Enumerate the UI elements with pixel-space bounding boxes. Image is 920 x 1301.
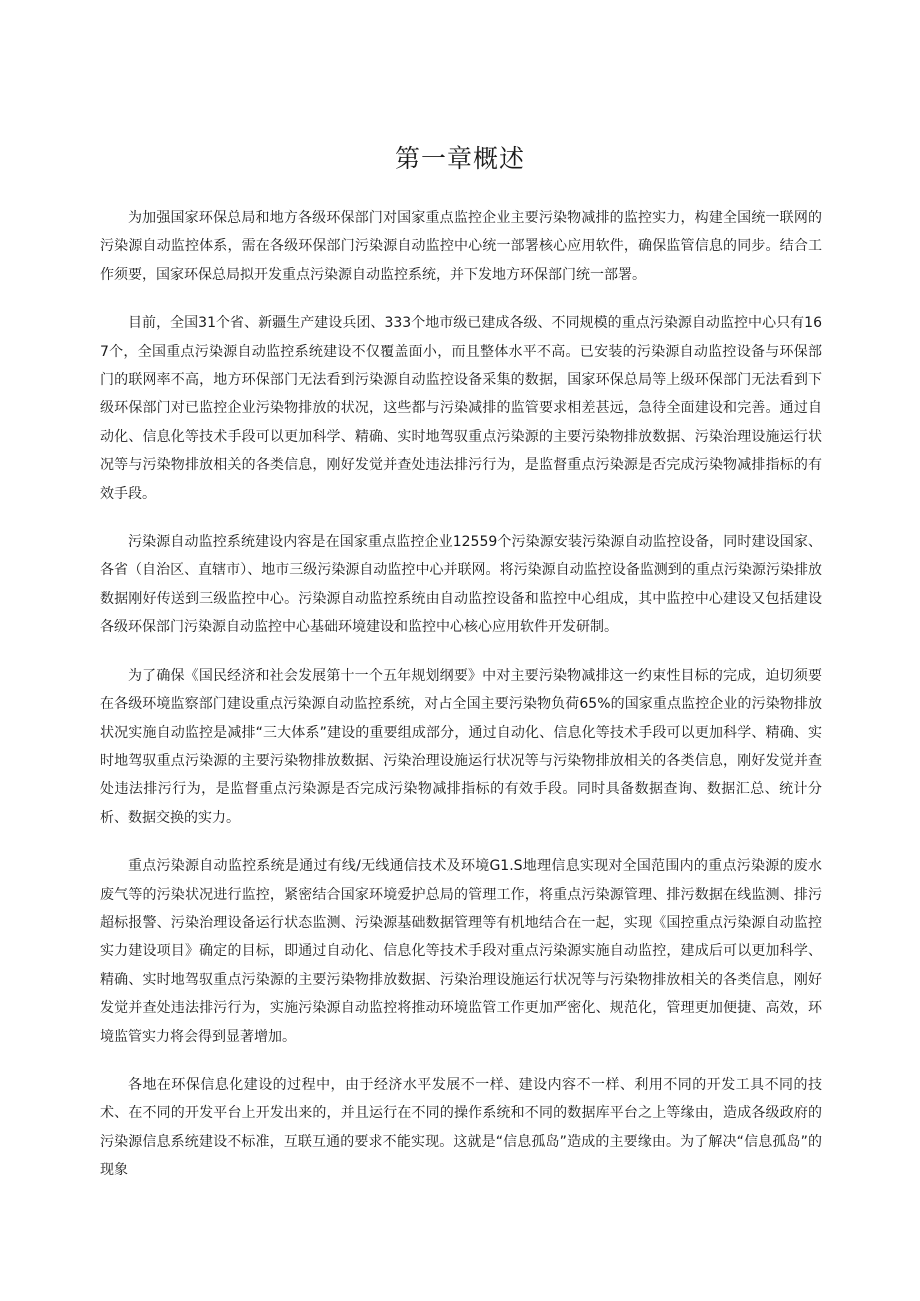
paragraph-3: 污染源自动监控系统建设内容是在国家重点监控企业12559个污染源安装污染源自动监控设备，同时建设国家、各省（自治区、直辖市）、地市三级污染源自动监控中心并联网。将污染源自动监控设备监测到的重点污染源污染排放数据刚好传送到三级监控中心。污染源自动监控系统由自动监控设备和监控中心组成，其中监控中心建设又包括建设各级环保部门污染源自动监控中心基础环境建设和监控中心核心应用软件开发研制。	[100, 534, 822, 636]
paragraph-4: 为了确保《国民经济和社会发展第十一个五年规划纲要》中对主要污染物减排这一约束性目标的完成，迫切须要在各级环境监察部门建设重点污染源自动监控系统，对占全国主要污染物负荷65%的国家重点监控企业的污染物排放状况实施自动监控是减排“三大体系”建设的重要组成部分，通过自动化、信息化等技术手段可以更加科学、精确、实时地驾驭重点污染源的主要污染物排放数据、污染治理设施运行状况等与污染物排放相关的各类信息，刚好发觉并查处违法排污行为，是监督重点污染源是否完成污染物减排指标的有效手段。同时具备数据查询、数据汇总、统计分析、数据交换的实力。	[100, 667, 822, 826]
chapter-title: 第一章概述	[394, 144, 525, 173]
paragraph-2: 目前，全国31个省、新疆生产建设兵团、333个地市级已建成各级、不同规模的重点污染源自动监控中心只有167个，全国重点污染源自动监控系统建设不仅覆盖面小，而且整体水平不高。已安装的污染源自动监控设备与环保部门的联网率不高，地方环保部门无法看到污染源自动监控设备采集的数据，国家环保总局等上级环保部门无法看到下级环保部门对已监控企业污染物排放的状况，这些都与污染减排的监管要求相差甚远，急待全面建设和完善。通过自动化、信息化等技术手段可以更加科学、精确、实时地驾驭重点污染源的主要污染物排放数据、污染治理设施运行状况等与污染物排放相关的各类信息，刚好发觉并查处违法排污行为，是监督重点污染源是否完成污染物减排指标的有效手段。	[100, 315, 822, 502]
paragraph-1: 为加强国家环保总局和地方各级环保部门对国家重点监控企业主要污染物减排的监控实力，构建全国统一联网的污染源自动监控体系，需在各级环保部门污染源自动监控中心统一部署核心应用软件，确保监管信息的同步。结合工作须要，国家环保总局拟开发重点污染源自动监控系统，并下发地方环保部门统一部署。	[100, 210, 822, 283]
document-body	[100, 204, 822, 1205]
paragraph-6: 各地在环保信息化建设的过程中，由于经济水平发展不一样、建设内容不一样、利用不同的开发工具不同的技术、在不同的开发平台上开发出来的，并且运行在不同的操作系统和不同的数据库平台之上等缘由，造成各级政府的污染源信息系统建设不标准，互联互通的要求不能实现。这就是“信息孤岛”造成的主要缘由。为了解决“信息孤岛”的现象	[100, 1076, 822, 1179]
paragraph-5: 重点污染源自动监控系统是通过有线/无线通信技术及环境G1.S地理信息实现对全国范围内的重点污染源的废水废气等的污染状况进行监控，紧密结合国家环境爱护总局的管理工作，将重点污染源管理、排污数据在线监测、排污超标报警、污染治理设备运行状态监测、污染源基础数据管理等有机地结合在一起，实现《国控重点污染源自动监控实力建设项目》确定的目标，即通过自动化、信息化等技术手段对重点污染源实施自动监控，建成后可以更加科学、精确、实时地驾驭重点污染源的主要污染物排放数据、污染治理设施运行状况等与污染物排放相关的各类信息，刚好发觉并查处违法排污行为，实施污染源自动监控将推动环境监管工作更加严密化、规范化，管理更加便捷、高效，环境监管实力将会得到显著增加。	[100, 858, 822, 1045]
